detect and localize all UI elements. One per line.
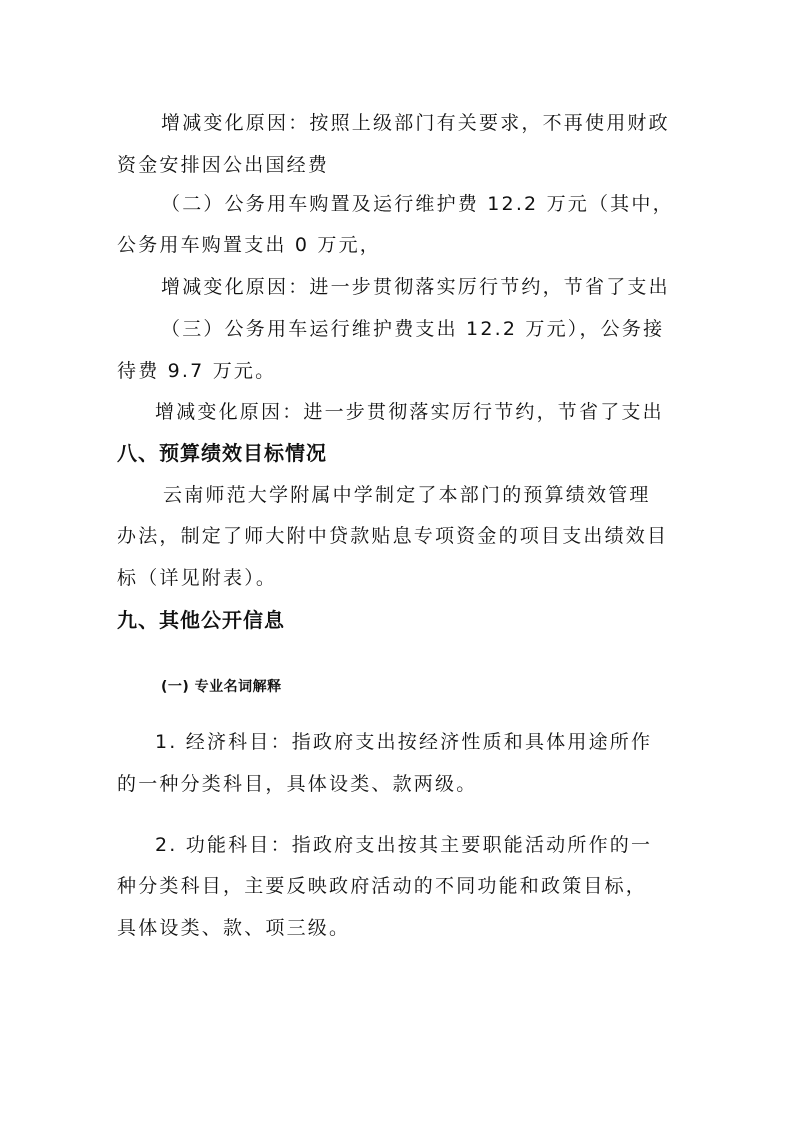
text-line: 云南师范大学附属中学制定了本部门的预算绩效管理 bbox=[163, 484, 651, 506]
text-line: 增减变化原因：进一步贯彻落实厉行节约，节省了支出 bbox=[155, 401, 664, 423]
section-heading: 九、其他公开信息 bbox=[117, 608, 285, 632]
text-line: 增减变化原因：按照上级部门有关要求，不再使用财政 bbox=[161, 112, 670, 134]
text-line: 具体设类、款、项三级。 bbox=[117, 917, 351, 939]
text-line: （三）公务用车运行维护费支出 12.2 万元），公务接 bbox=[161, 318, 665, 340]
text-line: 2. 功能科目：指政府支出按其主要职能活动所作的一 bbox=[155, 834, 653, 856]
text-line: 标（详见附表）。 bbox=[117, 567, 278, 589]
text-line: 待费 9.7 万元。 bbox=[117, 360, 277, 382]
section-heading: 八、预算绩效目标情况 bbox=[117, 441, 327, 465]
subsection-heading: (一) 专业名词解释 bbox=[161, 679, 282, 695]
text-line: 1. 经济科目：指政府支出按经济性质和具体用途所作 bbox=[155, 731, 653, 753]
text-line: 的一种分类科目，具体设类、款两级。 bbox=[117, 773, 478, 795]
text-line: （二）公务用车购置及运行维护费 12.2 万元（其中， bbox=[161, 193, 674, 215]
text-line: 办法，制定了师大附中贷款贴息专项资金的项目支出绩效目 bbox=[117, 525, 669, 547]
text-line: 公务用车购置支出 0 万元， bbox=[117, 234, 381, 256]
text-line: 增减变化原因：进一步贯彻落实厉行节约，节省了支出 bbox=[161, 276, 670, 298]
text-line: 种分类科目，主要反映政府活动的不同功能和政策目标， bbox=[117, 875, 648, 897]
text-line: 资金安排因公出国经费 bbox=[117, 154, 330, 176]
